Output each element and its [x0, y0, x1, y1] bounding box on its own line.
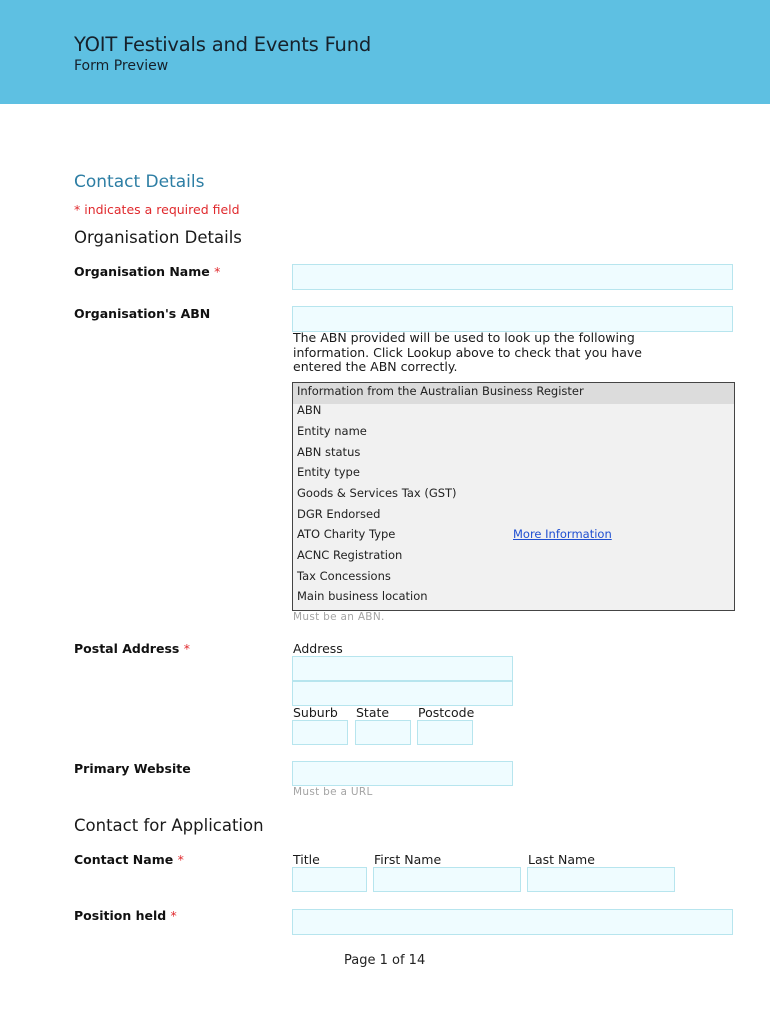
organisation-name-label-text: Organisation Name	[74, 264, 210, 279]
primary-website-label: Primary Website	[74, 761, 191, 776]
position-held-label-text: Position held	[74, 908, 167, 923]
abr-row-acnc-registration: ACNC Registration	[297, 548, 403, 562]
address-line-1-input[interactable]	[292, 656, 513, 681]
contact-for-application-heading: Contact for Application	[74, 816, 264, 835]
more-information-link[interactable]: More Information	[513, 527, 612, 541]
contact-last-name-input[interactable]	[527, 867, 675, 892]
abr-row-ato-charity-type: ATO Charity Type	[297, 527, 396, 541]
postal-address-label	[74, 641, 190, 656]
contact-name-label	[74, 852, 184, 867]
state-input[interactable]	[355, 720, 411, 745]
page-indicator: Page 1 of 14	[344, 953, 426, 968]
organisation-details-heading: Organisation Details	[74, 228, 242, 247]
abr-row-entity-type: Entity type	[297, 465, 360, 479]
address-sublabel: Address	[293, 641, 343, 656]
postal-address-label-text: Postal Address	[74, 641, 180, 656]
abn-hint: Must be an ABN.	[293, 611, 385, 623]
contact-name-label-text: Contact Name	[74, 852, 174, 867]
required-marker: *	[214, 264, 221, 279]
section-title: Contact Details	[74, 172, 205, 192]
contact-first-name-input[interactable]	[373, 867, 521, 892]
abn-description: The ABN provided will be used to look up the following information. Click Lookup above to check that you have entered the ABN correctly.	[293, 330, 642, 374]
required-marker: *	[170, 908, 177, 923]
abr-row-dgr-endorsed: DGR Endorsed	[297, 507, 381, 521]
position-held-label	[74, 908, 177, 923]
abr-panel-header: Information from the Australian Business Register	[293, 383, 734, 404]
abr-row-entity-name: Entity name	[297, 424, 367, 438]
abr-information-panel	[292, 382, 735, 611]
abr-row-gst: Goods & Services Tax (GST)	[297, 486, 457, 500]
organisation-name-label	[74, 264, 220, 279]
abr-row-abn: ABN	[297, 403, 322, 417]
abr-row-tax-concessions: Tax Concessions	[297, 569, 391, 583]
required-marker: *	[183, 641, 190, 656]
organisation-abn-input[interactable]	[292, 306, 733, 332]
suburb-sublabel: Suburb	[293, 705, 338, 720]
postcode-sublabel: Postcode	[418, 705, 475, 720]
website-hint: Must be a URL	[293, 786, 373, 798]
suburb-input[interactable]	[292, 720, 348, 745]
primary-website-input[interactable]	[292, 761, 513, 786]
title-sublabel: Title	[293, 852, 320, 867]
organisation-name-input[interactable]	[292, 264, 733, 290]
postcode-input[interactable]	[417, 720, 473, 745]
form-subtitle: Form Preview	[74, 58, 169, 74]
abr-row-abn-status: ABN status	[297, 445, 361, 459]
last-name-sublabel: Last Name	[528, 852, 595, 867]
form-title: YOIT Festivals and Events Fund	[74, 33, 372, 56]
required-field-note: * indicates a required field	[74, 202, 240, 217]
required-marker: *	[177, 852, 184, 867]
position-held-input[interactable]	[292, 909, 733, 935]
address-line-2-input[interactable]	[292, 681, 513, 706]
first-name-sublabel: First Name	[374, 852, 442, 867]
state-sublabel: State	[356, 705, 390, 720]
organisation-abn-label: Organisation's ABN	[74, 306, 211, 321]
form-header	[0, 0, 770, 104]
abr-row-main-business-location: Main business location	[297, 589, 428, 603]
contact-title-input[interactable]	[292, 867, 367, 892]
